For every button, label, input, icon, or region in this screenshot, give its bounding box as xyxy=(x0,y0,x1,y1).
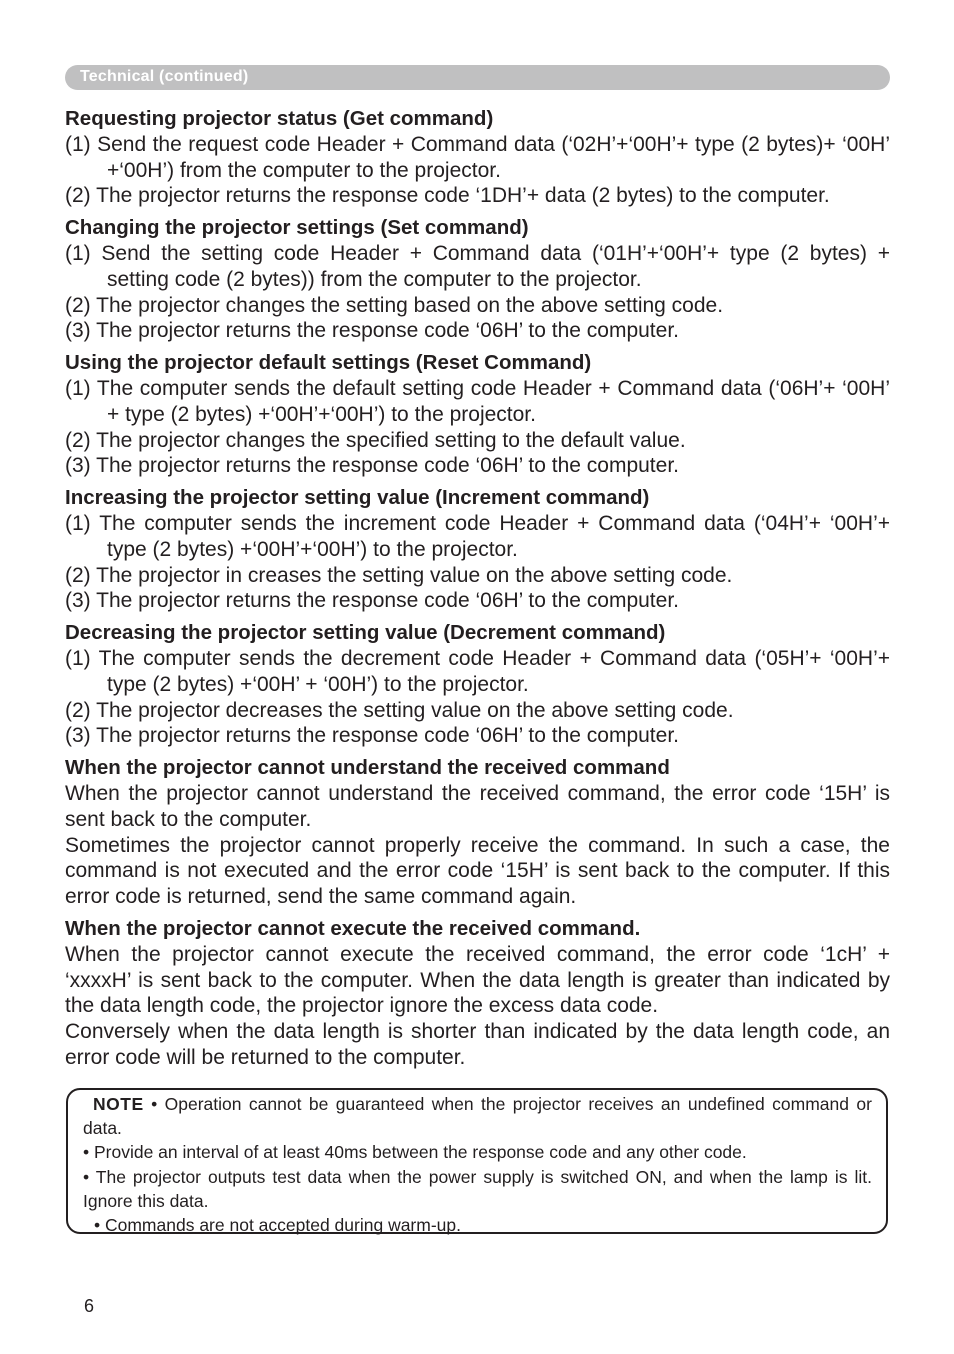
section-increment-command xyxy=(65,485,890,614)
list-item: (1) The computer sends the increment code Header + Command data (‘04H’+ ‘00H’+ type (2 bytes) +‘00H’+‘00H’) to the projector. xyxy=(65,511,890,561)
list-item: (3) The projector returns the response code ‘06H’ to the computer. xyxy=(65,319,679,343)
section-heading: Using the projector default settings (Reset Command) xyxy=(65,351,592,375)
note-text: • Operation cannot be guaranteed when the projector receives an undefined command or data. xyxy=(83,1094,872,1139)
paragraph: Conversely when the data length is shorter than indicated by the data length code, an error code will be returned to the computer. xyxy=(65,1020,890,1069)
section-heading: Requesting projector status (Get command) xyxy=(65,107,494,130)
list-item: (3) The projector returns the response code ‘06H’ to the computer. xyxy=(65,589,679,613)
section-get-command xyxy=(65,106,890,209)
list-item: (1) The computer sends the decrement code Header + Command data (‘05H’+ ‘00H’+ type (2 bytes) +‘00H’ + ‘00H’) to the projector. xyxy=(65,646,890,696)
list-item: (1) Send the setting code Header + Command data (‘01H’+‘00H’+ type (2 bytes) + setting code (2 bytes)) from the computer to the projector. xyxy=(65,241,890,291)
section-decrement-command xyxy=(65,620,890,749)
section-heading: Decreasing the projector setting value (Decrement command) xyxy=(65,621,666,645)
section-heading: When the projector cannot execute the received command. xyxy=(65,916,641,940)
page-number: 6 xyxy=(84,1296,95,1316)
list-item: (2) The projector returns the response code ‘1DH’+ data (2 bytes) to the computer. xyxy=(65,184,830,208)
section-heading: Changing the projector settings (Set command) xyxy=(65,216,529,240)
section-heading: When the projector cannot understand the received command xyxy=(65,756,670,780)
section-header-label: Technical (continued) xyxy=(80,68,249,85)
note-line: • The projector outputs test data when the power supply is switched ON, and when the lamp is lit. Ignore this data. xyxy=(83,1166,872,1211)
paragraph: When the projector cannot execute the received command, the error code ‘1cH’ + ‘xxxxH’ is sent back to the computer. When the data length is greater than indicated by the data length code, the projector ignore the excess data code. xyxy=(65,942,890,1018)
note-line: • Commands are not accepted during warm-up. xyxy=(94,1215,461,1236)
section-header-bar xyxy=(65,65,890,90)
section-reset-command xyxy=(65,350,890,479)
note-tag: NOTE xyxy=(93,1094,144,1114)
section-cannot-understand xyxy=(65,755,890,910)
note-line: • Provide an interval of at least 40ms between the response code and any other code. xyxy=(83,1142,747,1163)
list-item: (2) The projector decreases the setting value on the above setting code. xyxy=(65,698,734,722)
list-item: (3) The projector returns the response code ‘06H’ to the computer. xyxy=(65,724,679,748)
list-item: (1) The computer sends the default setting code Header + Command data (‘06H’+ ‘00H’ + type (2 bytes) +‘00H’+‘00H’) to the projector. xyxy=(65,376,890,426)
list-item: (2) The projector in creases the setting value on the above setting code. xyxy=(65,563,733,587)
note-box xyxy=(66,1088,888,1234)
paragraph: When the projector cannot understand the received command, the error code ‘15H’ is sent back to the computer. xyxy=(65,781,890,831)
section-heading: Increasing the projector setting value (Increment command) xyxy=(65,486,650,510)
section-cannot-execute xyxy=(65,916,890,1071)
list-item: (1) Send the request code Header + Command data (‘02H’+‘00H’+ type (2 bytes)+ ‘00H’ +‘00H’) from the computer to the projector. xyxy=(65,132,890,182)
section-set-command xyxy=(65,215,890,344)
list-item: (3) The projector returns the response code ‘06H’ to the computer. xyxy=(65,454,679,478)
list-item: (2) The projector changes the specified setting to the default value. xyxy=(65,428,686,452)
document-body xyxy=(65,106,890,1077)
list-item: (2) The projector changes the setting based on the above setting code. xyxy=(65,293,724,317)
paragraph: Sometimes the projector cannot properly receive the command. In such a case, the command is not executed and the error code ‘15H’ is sent back to the computer. If this error code is returned, send the same command again. xyxy=(65,833,890,909)
note-line xyxy=(83,1092,872,1140)
